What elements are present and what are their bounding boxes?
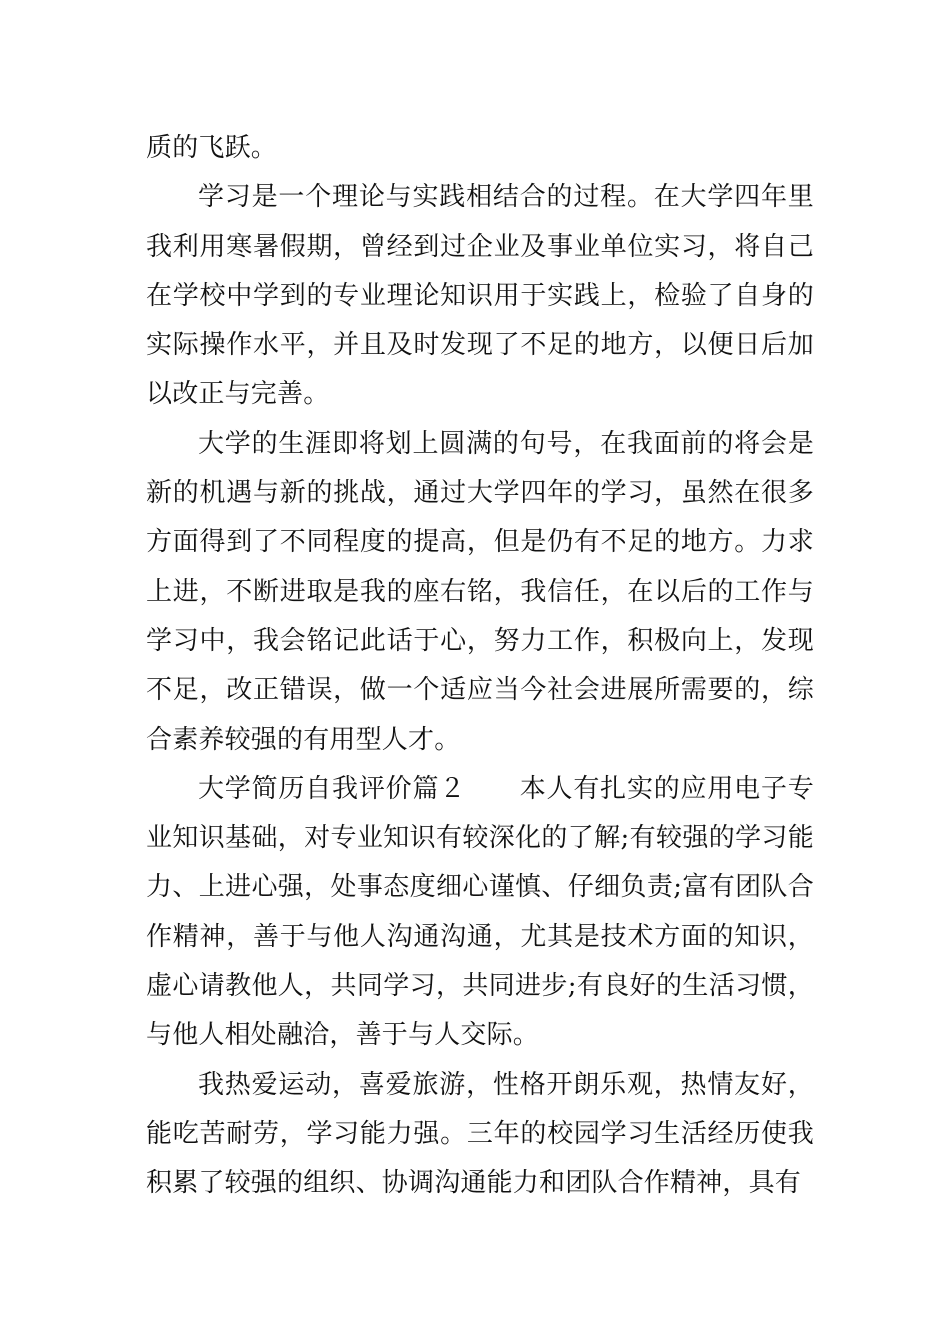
paragraph-career-outlook: 大学的生涯即将划上圆满的句号，在我面前的将会是新的机遇与新的挑战，通过大学四年的学习，虽然在很多方面得到了不同程度的提高，但是仍有不足的地方。力求上进，不断进取是我的座右铭，我信任，在以后的工作与学习中，我会铭记此话于心，努力工作，积极向上，发现不足，改正错误，做一个适应当今社会进展所需要的，综合素养较强的有用型人才。 [146,428,814,755]
paragraph-self-evaluation-2: 大学简历自我评价篇２ 本人有扎实的应用电子专业知识基础，对专业知识有较深化的了解;有较强的学习能力、上进心强，处事态度细心谨慎、仔细负责;富有团队合作精神，善于与他人沟通沟通，尤其是技术方面的知识，虚心请教他人，共同学习，共同进步;有良好的生活习惯，与他人相处融洽，善于与人交际。 [146,773,814,1051]
document-page [146,124,814,1209]
paragraph-practice: 学习是一个理论与实践相结合的过程。在大学四年里我利用寒暑假期，曾经到过企业及事业单位实习，将自己在学校中学到的专业理论知识用于实践上，检验了自身的实际操作水平，并且及时发现了不足的地方，以便日后加以改正与完善。 [146,182,814,410]
paragraph-continuation: 质的飞跃。 [146,133,278,163]
paragraph-personality: 我热爱运动，喜爱旅游，性格开朗乐观，热情友好，能吃苦耐劳，学习能力强。三年的校园学习生活经历使我积累了较强的组织、协调沟通能力和团队合作精神，具有 [146,1069,814,1199]
